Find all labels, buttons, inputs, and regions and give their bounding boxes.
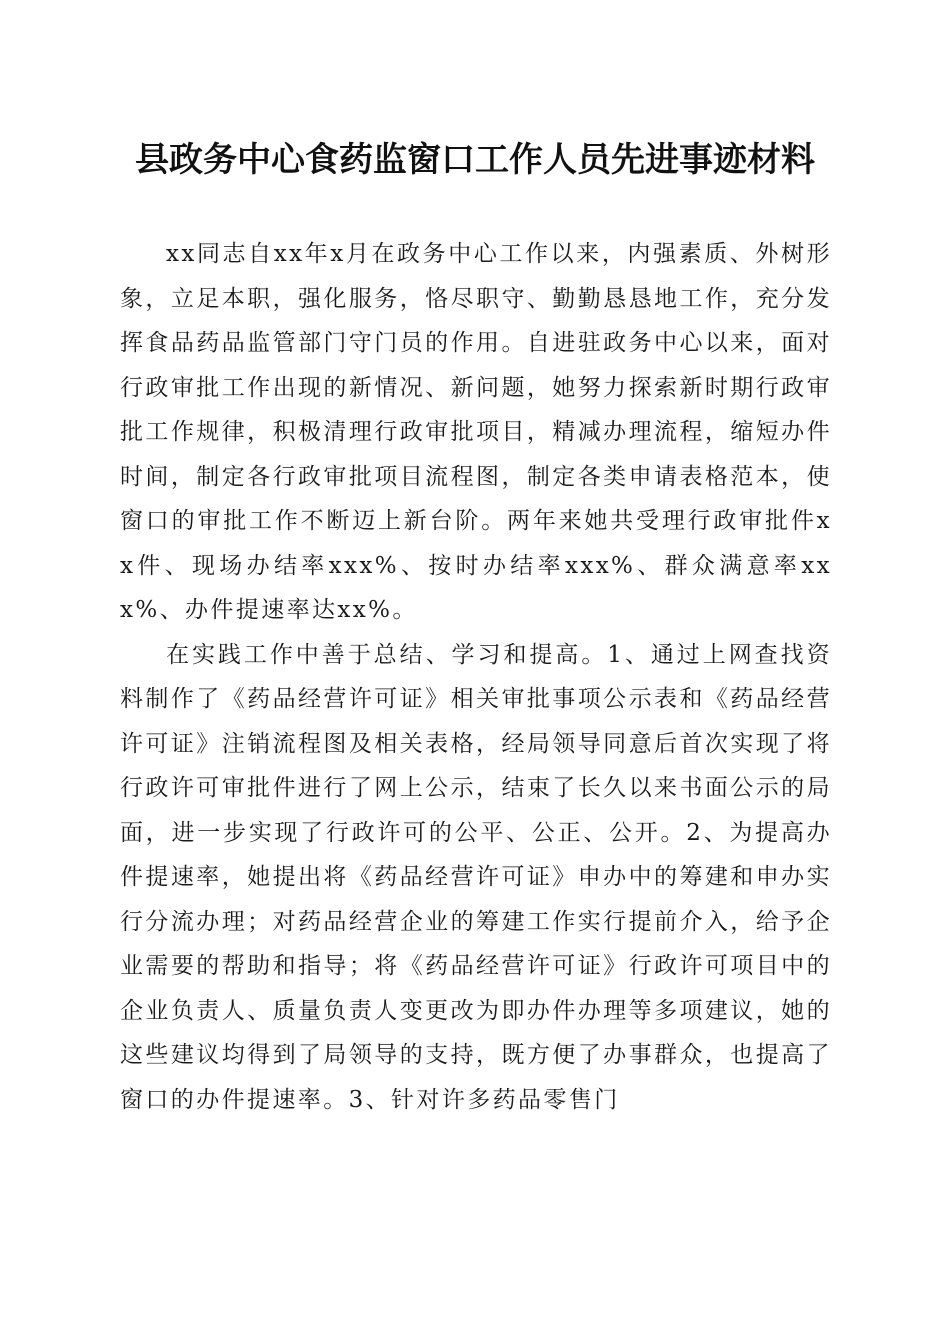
document-title: 县政务中心食药监窗口工作人员先进事迹材料 [135,140,815,180]
paragraph-1: xx同志自xx年x月在政务中心工作以来，内强素质、外树形象，立足本职，强化服务，恪尽职守、勤勤恳恳地工作，充分发挥食品药品监管部门守门员的作用。自进驻政务中心以来，面对行政审批工作出现的新情况、新问题，她努力探索新时期行政审批工作规律，积极清理行政审批项目，精减办理流程，缩短办件时间，制定各行政审批项目流程图，制定各类申请表格范本，使窗口的审批工作不断迈上新台阶。两年来她共受理行政审批件xx件、现场办结率xxx%、按时办结率xxx%、群众满意率xxx%、办件提速率达xx%。 [120,241,832,623]
document-body [120,232,832,1122]
paragraph-2: 在实践工作中善于总结、学习和提高。1、通过上网查找资料制作了《药品经营许可证》相关审批事项公示表和《药品经营许可证》注销流程图及相关表格，经局领导同意后首次实现了将行政许可审批件进行了网上公示，结束了长久以来书面公示的局面，进一步实现了行政许可的公平、公正、公开。2、为提高办件提速率，她提出将《药品经营许可证》申办中的筹建和申办实行分流办理；对药品经营企业的筹建工作实行提前介入，给予企业需要的帮助和指导；将《药品经营许可证》行政许可项目中的企业负责人、质量负责人变更改为即办件办理等多项建议，她的这些建议均得到了局领导的支持，既方便了办事群众，也提高了窗口的办件提速率。3、针对许多药品零售门 [120,641,832,1113]
